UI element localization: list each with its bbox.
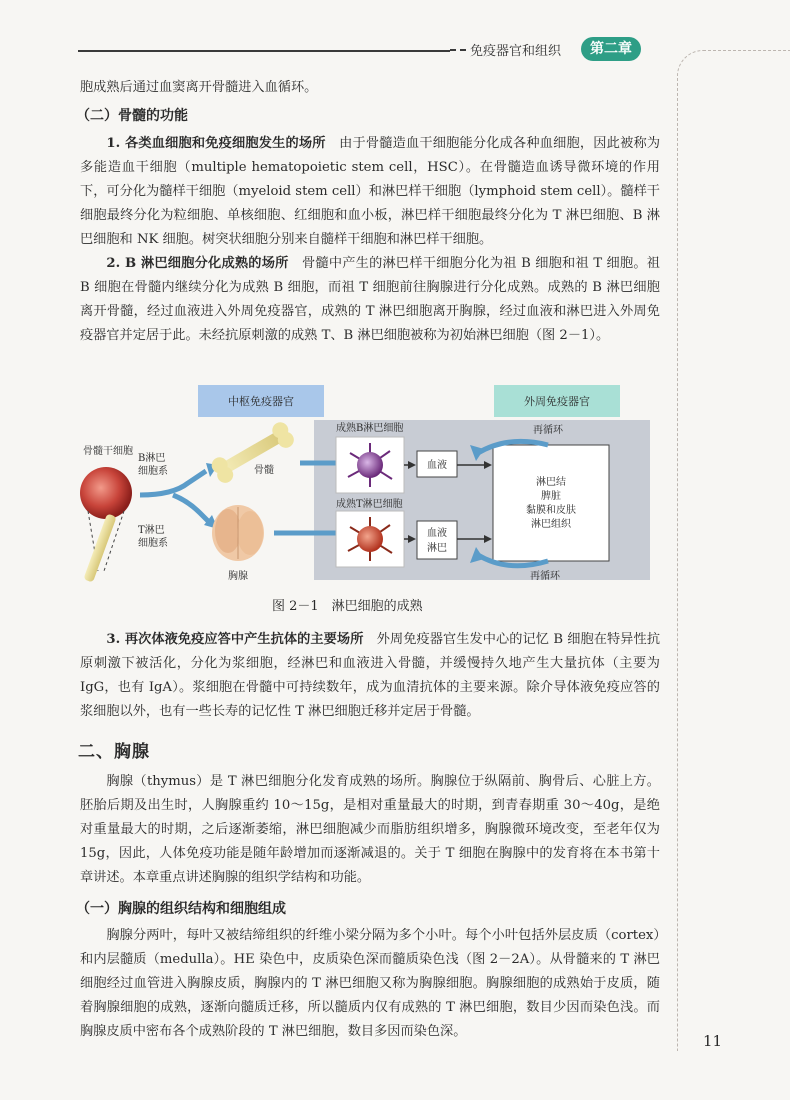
blood-label: 血液 bbox=[427, 460, 447, 471]
item-3 bbox=[80, 628, 660, 724]
item-3-text: 外周免疫器官生发中心的记忆 B 细胞在特异性抗原刺激下被活化，分化为浆细胞，经淋巴和血液进入骨髓，并缓慢持久地产生大量抗体（主要为 IgG，也有 IgA）。浆细胞在骨髓中可持续数年，成为血清抗体的主要来源。除介导体液免疫应答的浆细胞以外，也有一些长寿的记忆性 T 淋巴细胞迁移并定居于骨髓。 bbox=[80, 632, 661, 719]
figure-lymphocyte-maturation bbox=[78, 383, 650, 598]
figure-caption: 图 2－1 淋巴细胞的成熟 bbox=[272, 599, 423, 614]
item-2-label: 2. B 淋巴细胞分化成熟的场所 bbox=[106, 256, 289, 271]
item-2-text: 骨髓中产生的淋巴样干细胞分化为祖 B 细胞和祖 T 细胞。祖 B 细胞在骨髓内继续分化为成熟 B 细胞，而祖 T 细胞前往胸腺进行分化成熟。成熟的 B 淋巴细胞离开骨髓，经过血液进入外周免疫器官，成熟的 T 淋巴细胞离开胸腺，经过血液和淋巴进入外周免疫器官并定居于此。未经抗原刺激的成熟 T、B 淋巴细胞被称为初始淋巴细胞（图 2－1）。 bbox=[80, 256, 660, 343]
intro-text: 胞成熟后通过血窦离开骨髓进入血循环。 bbox=[80, 80, 318, 95]
mature-t-cell-icon bbox=[357, 526, 383, 552]
t-lineage-label-2: 细胞系 bbox=[138, 538, 168, 549]
arrow-to-thymus bbox=[173, 495, 208, 521]
thymus-structure-text: 胸腺分两叶，每叶又被结缔组织的纤维小梁分隔为多个小叶。每个小叶包括外层皮质（cortex）和内层髓质（medulla）。HE 染色中，皮质染色深而髓质染色浅（图 2－2A）。从骨髓来的 T 淋巴细胞经过血管进入胸腺皮质，胸腺内的 T 淋巴细胞又称为胸腺细胞。胸腺细胞的成熟始于皮质，随着胸腺细胞的成熟，逐渐向髓质迁移，所以髓质内仅有成熟的 T 淋巴细胞，数目少因而染色浅。而胸腺皮质中密布各个成熟阶段的 T 淋巴细胞，数目多因而染色深。 bbox=[80, 928, 660, 1039]
central-organ-label: 中枢免疫器官 bbox=[228, 395, 294, 408]
bone-marrow-icon bbox=[209, 419, 297, 485]
item-3-label: 3. 再次体液免疫应答中产生抗体的主要场所 bbox=[106, 632, 364, 647]
mature-b-cell-icon bbox=[357, 452, 383, 478]
thymus-label: 胸腺 bbox=[228, 571, 248, 582]
thymus-structure bbox=[80, 924, 660, 1044]
peripheral-item-tissue: 淋巴组织 bbox=[531, 519, 571, 530]
t-lineage-label-1: T淋巴 bbox=[138, 525, 165, 536]
running-header: 免疫器官和组织 bbox=[470, 44, 562, 59]
section-heading-thymus: 二、胸腺 bbox=[78, 742, 150, 762]
thymus-intro-text: 胸腺（thymus）是 T 淋巴细胞分化发育成熟的场所。胸腺位于纵隔前、胸骨后、心脏上方。胚胎后期及出生时，人胸腺重约 10～15g，是相对重量最大的时期，到青春期重 30～40g，是绝对重量最大的时期，之后逐渐萎缩，淋巴细胞减少而脂肪组织增多，胸腺微环境改变，至老年仅为 15g，因此，人体免疫功能是随年龄增加而逐渐减退的。关于 T 细胞在胸腺中的发育将在本书第十章讲述。本章重点讲述胸腺的组织学结构和功能。 bbox=[80, 774, 660, 885]
recirculation-bottom-label: 再循环 bbox=[530, 571, 560, 582]
peripheral-organ-label: 外周免疫器官 bbox=[524, 395, 590, 408]
recirculation-top-label: 再循环 bbox=[533, 425, 563, 436]
thymus-intro bbox=[80, 770, 660, 890]
item-1 bbox=[80, 132, 660, 252]
blood-lymph-label-2: 淋巴 bbox=[427, 543, 447, 554]
peripheral-item-mucosa: 黏膜和皮肤 bbox=[526, 505, 576, 516]
thymus-icon bbox=[212, 505, 264, 561]
bone-marrow-label: 骨髓 bbox=[254, 465, 274, 476]
section-heading-bone-marrow-function: （二）骨髓的功能 bbox=[76, 108, 188, 124]
b-lineage-label-1: B淋巴 bbox=[138, 453, 166, 464]
stem-cell-label: 骨髓干细胞 bbox=[83, 446, 133, 457]
item-1-label: 1. 各类血细胞和免疫细胞发生的场所 bbox=[106, 136, 326, 151]
item-2 bbox=[80, 252, 660, 348]
peripheral-item-spleen: 脾脏 bbox=[541, 491, 561, 502]
peripheral-item-lymph-node: 淋巴结 bbox=[536, 477, 566, 488]
b-lineage-label-2: 细胞系 bbox=[138, 466, 168, 477]
peripheral-organs-box bbox=[493, 445, 609, 561]
intro-paragraph bbox=[80, 76, 660, 100]
chapter-badge: 第二章 bbox=[581, 37, 641, 61]
header-rule bbox=[78, 50, 450, 52]
page-number: 11 bbox=[703, 1032, 723, 1050]
margin-decoration bbox=[677, 50, 790, 1051]
header-rule-dashes bbox=[450, 49, 466, 51]
small-bone-icon bbox=[83, 513, 116, 582]
blood-lymph-label-1: 血液 bbox=[427, 528, 447, 539]
item-1-text: 由于骨髓造血干细胞能分化成各种血细胞，因此被称为多能造血干细胞（multiple hematopoietic stem cell，HSC）。在骨髓造血诱导微环境的作用下，可分化为髓样干细胞（myeloid stem cell）和淋巴样干细胞（lymphoid stem cell）。髓样干细胞最终分化为粒细胞、单核细胞、红细胞和血小板，淋巴样干细胞最终分化为 T 淋巴细胞、B 淋巴细胞和 NK 细胞。树突状细胞分别来自髓样干细胞和淋巴样干细胞。 bbox=[80, 136, 661, 247]
mature-t-label: 成熟T淋巴细胞 bbox=[336, 499, 403, 510]
section-heading-thymus-structure: （一）胸腺的组织结构和细胞组成 bbox=[76, 901, 286, 917]
mature-b-label: 成熟B淋巴细胞 bbox=[336, 423, 404, 434]
